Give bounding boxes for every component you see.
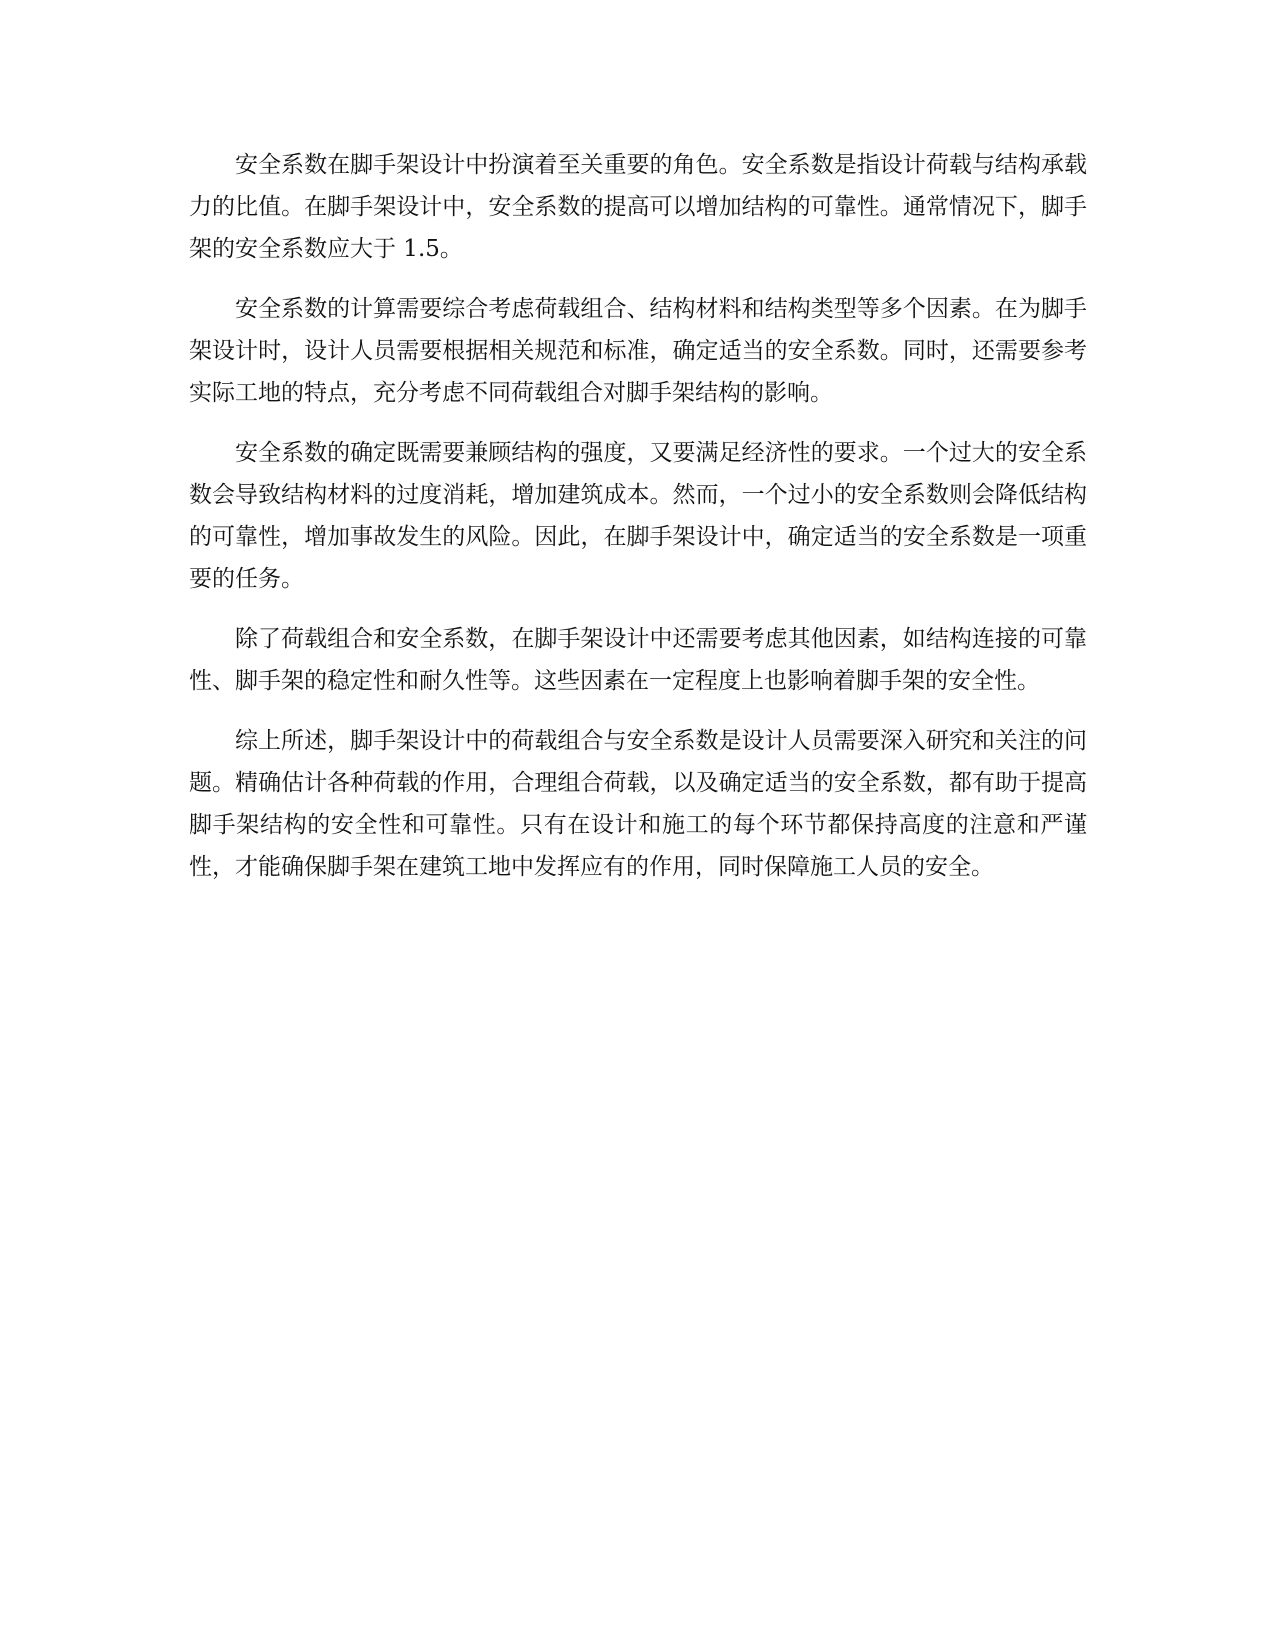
document-body: [189, 144, 1087, 906]
paragraph-4: 除了荷载组合和安全系数，在脚手架设计中还需要考虑其他因素，如结构连接的可靠性、脚手架的稳定性和耐久性等。这些因素在一定程度上也影响着脚手架的安全性。: [189, 626, 1087, 694]
paragraph-2: 安全系数的计算需要综合考虑荷载组合、结构材料和结构类型等多个因素。在为脚手架设计时，设计人员需要根据相关规范和标准，确定适当的安全系数。同时，还需要参考实际工地的特点，充分考虑不同荷载组合对脚手架结构的影响。: [189, 296, 1087, 406]
paragraph-1: 安全系数在脚手架设计中扮演着至关重要的角色。安全系数是指设计荷载与结构承载力的比值。在脚手架设计中，安全系数的提高可以增加结构的可靠性。通常情况下，脚手架的安全系数应大于 1.5。: [189, 152, 1087, 262]
paragraph-5: 综上所述，脚手架设计中的荷载组合与安全系数是设计人员需要深入研究和关注的问题。精确估计各种荷载的作用，合理组合荷载，以及确定适当的安全系数，都有助于提高脚手架结构的安全性和可靠性。只有在设计和施工的每个环节都保持高度的注意和严谨性，才能确保脚手架在建筑工地中发挥应有的作用，同时保障施工人员的安全。: [189, 728, 1087, 880]
paragraph-3: 安全系数的确定既需要兼顾结构的强度，又要满足经济性的要求。一个过大的安全系数会导致结构材料的过度消耗，增加建筑成本。然而，一个过小的安全系数则会降低结构的可靠性，增加事故发生的风险。因此，在脚手架设计中，确定适当的安全系数是一项重要的任务。: [189, 440, 1087, 592]
